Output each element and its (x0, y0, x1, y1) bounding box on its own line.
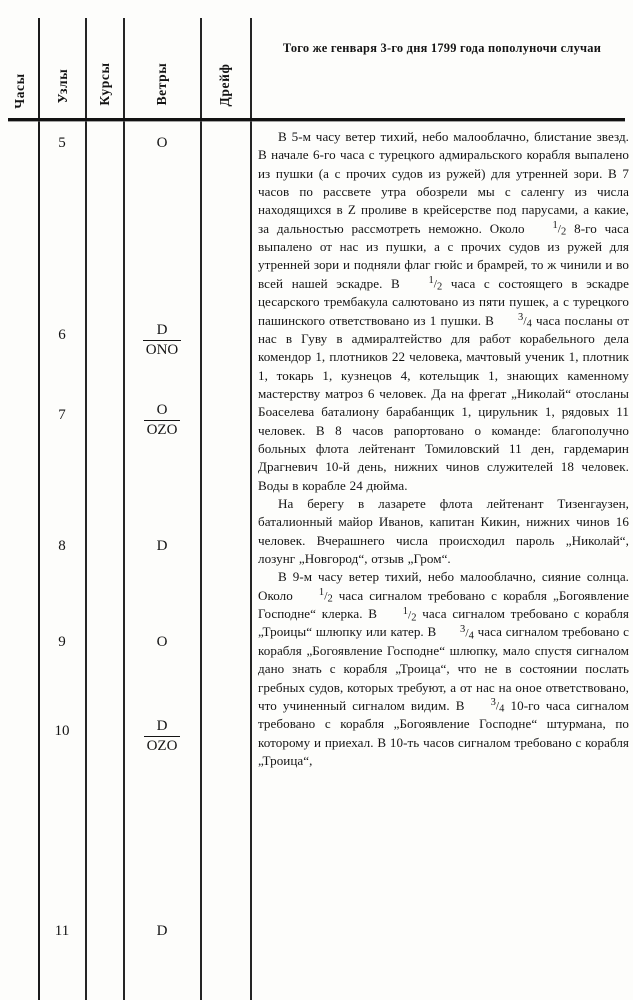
wind-fraction (143, 322, 182, 359)
fraction-numerator: 3 (490, 697, 496, 709)
fraction-slash: / (523, 315, 527, 328)
fraction-one-half (299, 588, 333, 605)
paragraph-3-segment-a: В 9-м часу ветер тихий, небо малооблачно, сияние солнца. Около (258, 569, 629, 603)
fraction-denominator: 2 (561, 226, 567, 238)
wind-fraction (144, 718, 181, 755)
page-title: Того же генваря 3-го дня 1799 года пополуночи случаи (282, 41, 602, 55)
wind-value: D (156, 538, 168, 554)
table-cell-wind (124, 135, 200, 152)
table-cell-hour: 5 (58, 135, 66, 151)
paragraph-1-segment-d: часа посланы от нас в Гуву в адмиралтейство для работ корабельного дела комендор 1, плотников 22 человека, мачтовый ученик 1, плотник 1, токарь 1, кузнецов 4, котельщик 1, знающих каменному мастерству матроз 6 человек. Да на фрегат „Николай“ отосланы Боаселева баталиону барабанщик 1, цирульник 1, рядовых 11 человек. В 8 часов рапортовано о команде: благополучно больных флота лейтенант Томиловский 11 ден, гардемарин Драгневич 10-й день, нижних чинов служителей 18 человек. Воды в корабле 24 дюйма. (258, 312, 629, 493)
fraction-numerator: 1 (402, 605, 409, 617)
header-divider-rule (8, 118, 625, 121)
wind-value-bottom: ONO (143, 340, 182, 359)
wind-fraction (144, 402, 181, 439)
fraction-numerator: 3 (518, 312, 524, 324)
fraction-numerator: 3 (460, 624, 466, 636)
table-cell-hour: 10 (54, 723, 70, 739)
fraction-slash: / (433, 278, 437, 291)
table-cell-wind (124, 322, 200, 359)
narrative-text (258, 128, 629, 770)
paragraph-3-segment-c: часа сигналом требовано с корабля „Троицы“ шлюпку или катер. В (258, 606, 630, 640)
column-header-courses: Курсы (97, 62, 112, 106)
paragraph-3-segment-b: часа сигналом требовано с корабля „Богоявление Господне“ клерка. В (258, 587, 629, 622)
fraction-slash: / (495, 700, 500, 713)
fraction-one-half (408, 276, 442, 293)
narrative-paragraph-1 (258, 128, 629, 495)
column-rule-2 (85, 18, 87, 1000)
column-rule-4 (200, 18, 202, 1000)
fraction-denominator: 4 (468, 630, 474, 642)
table-cell-wind (124, 923, 200, 940)
table-cell-hour: 7 (58, 407, 66, 423)
column-header-winds: Ветры (154, 62, 169, 106)
column-rule-1 (38, 18, 40, 1000)
paragraph-1-segment-b: 8-го часа выпалено от нас из пушки, а с прочих судов из ружей для утренней зори и подняли флаг гюйс и брамрей, то ж чинили и во всей нашей эскадре. В (258, 220, 629, 291)
fraction-one-half (532, 221, 566, 238)
fraction-slash: / (408, 609, 412, 622)
wind-value-bottom: OZO (144, 736, 181, 755)
column-header-knots: Узлы (55, 68, 70, 104)
table-cell-wind (124, 718, 200, 755)
table-cell-wind (124, 538, 200, 555)
column-rule-5 (250, 18, 252, 1000)
fraction-slash: / (324, 590, 328, 603)
wind-value: O (156, 135, 168, 151)
column-rule-3 (123, 18, 125, 1000)
paragraph-3-segment-d: часа сигналом требовано с корабля „Богоявление Господне“ шлюпку, мало спустя сигналом дано знать с корабля „Троица“, что не в состоянии послать гребных судов, которых требуют, а от нас на оное ответствовано, что учиненный сигналом видим. В (258, 624, 629, 713)
fraction-numerator: 1 (428, 275, 434, 287)
table-cell-wind (124, 634, 200, 651)
wind-value: D (156, 923, 168, 939)
paragraph-1-segment-a: В 5-м часу ветер тихий, небо малооблачно, блистание звезд. В начале 6-го часа с турецкого адмиральского корабля выпалено из пушки (а с прочих судов из ружей) для утренней зори. В 7 часов по рассвете утра обозрели мы с саленгу из числа находящихся в Z проливе в крейсерстве под парусами, а какие, за дальностью рассмотреть неможно. Около (258, 129, 629, 236)
wind-value-top: D (156, 322, 168, 338)
fraction-denominator: 4 (526, 318, 532, 330)
fraction-one-half (383, 607, 417, 624)
fraction-slash: / (465, 627, 469, 640)
column-header-hours: Часы (12, 73, 27, 109)
fraction-three-quarters (498, 313, 532, 330)
fraction-denominator: 2 (411, 611, 417, 623)
column-header-drift: Дрейф (217, 63, 232, 107)
narrative-paragraph-2: На берегу в лазарете флота лейтенант Тизенгаузен, баталионный майор Иванов, капитан Кикин, нижних чинов 16 человек. Вчерашнего числа происходил пароль „Николай“, лозунг „Новгород“, отзыв „Гром“. (258, 495, 629, 566)
table-cell-hour: 9 (58, 634, 66, 650)
fraction-three-quarters (471, 698, 505, 715)
table-cell-hour: 6 (58, 327, 66, 343)
fraction-numerator: 1 (552, 220, 558, 232)
fraction-denominator: 2 (437, 281, 443, 293)
table-cell-hour: 11 (54, 923, 70, 939)
wind-value-top: O (156, 402, 168, 418)
wind-value-top: D (156, 718, 168, 734)
narrative-paragraph-3 (258, 568, 629, 770)
paragraph-3-segment-e: 10-го часа сигналом требовано с корабля „Богоявление Господне“ штурмана, по которому и приехал. В 10-ть часов сигналом требовано с корабля „Троица“, (258, 697, 629, 768)
paragraph-1-segment-c: часа с состоящего в эскадре цесарского трембакула салютовано из пяти пушек, а с турецкого пашинского ответствовано из 1 пушки. В (258, 275, 630, 328)
wind-value: O (156, 634, 168, 650)
fraction-denominator: 2 (327, 593, 333, 605)
fraction-numerator: 1 (318, 587, 325, 599)
fraction-denominator: 4 (499, 703, 505, 715)
wind-value-bottom: OZO (144, 420, 181, 439)
table-cell-hour: 8 (58, 538, 66, 554)
fraction-three-quarters (440, 625, 474, 642)
table-cell-wind (124, 402, 200, 439)
fraction-slash: / (557, 223, 561, 236)
